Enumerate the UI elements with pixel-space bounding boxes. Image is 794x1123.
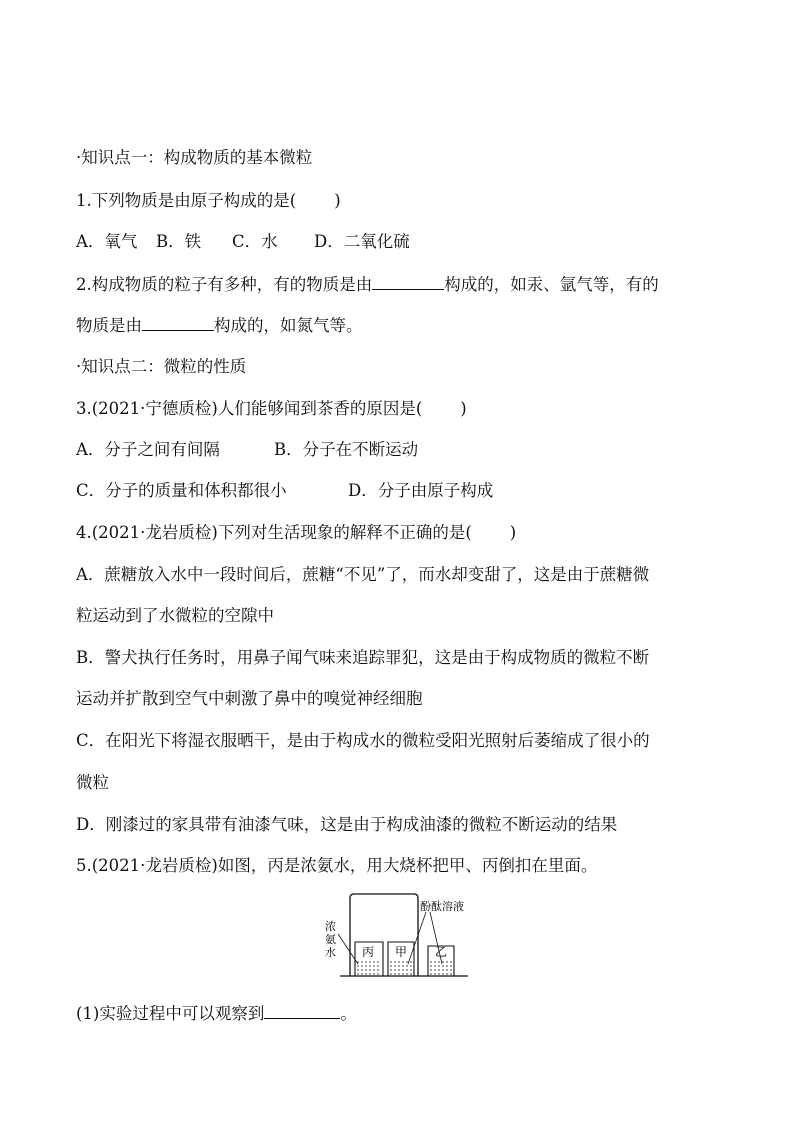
question-2-line-2	[76, 315, 363, 336]
question-2-text-1: 2.构成物质的粒子有多种，有的物质是由	[76, 275, 373, 294]
option-c: C．分子的质量和体积都很小	[76, 481, 287, 500]
question-2-text-3: 物质是由	[76, 316, 142, 335]
label-ammonia-1: 浓	[325, 920, 336, 933]
question-1-close: )	[334, 191, 341, 210]
answer-blank-2[interactable]	[142, 315, 214, 331]
question-4-option-a-2: 粒运动到了水微粒的空隙中	[76, 606, 274, 625]
option-a: A．分子之间有间隔	[76, 440, 220, 459]
question-3-options-2	[76, 481, 493, 501]
pointer-phenol-jia	[408, 912, 426, 964]
question-2-line-1	[76, 274, 659, 295]
question-4-stem: 4.(2021·龙岩质检)下列对生活现象的解释不正确的是(	[76, 523, 472, 542]
question-4-option-b-2: 运动并扩散到空气中刺激了鼻中的嗅觉神经细胞	[76, 689, 423, 708]
question-4-option-b-1: B．警犬执行任务时，用鼻子闻气味来追踪罪犯，这是由于构成物质的微粒不断	[76, 648, 650, 667]
label-bing: 丙	[362, 945, 375, 959]
label-jia: 甲	[395, 945, 408, 959]
question-1	[76, 191, 341, 211]
question-3-stem: 3.(2021·宁德质检)人们能够闻到茶香的原因是(	[76, 399, 423, 418]
question-3	[76, 399, 467, 419]
question-4	[76, 523, 516, 543]
question-4-option-c-1: C．在阳光下将湿衣服晒干，是由于构成水的微粒受阳光照射后萎缩成了很小的	[76, 731, 650, 750]
question-4-option-a-1: A．蔗糖放入水中一段时间后，蔗糖“不见”了，而水却变甜了，这是由于蔗糖微	[76, 565, 650, 584]
question-3-options-1	[76, 440, 418, 460]
question-4-option-d: D．刚漆过的家具带有油漆气味，这是由于构成油漆的微粒不断运动的结果	[76, 815, 618, 834]
label-yi: 乙	[435, 945, 448, 959]
answer-blank-3[interactable]	[264, 1003, 340, 1019]
option-b: B．铁	[156, 232, 202, 251]
label-ammonia-3: 水	[325, 946, 336, 959]
option-d: D．二氧化硫	[314, 232, 410, 251]
question-4-option-c-2: 微粒	[76, 773, 109, 792]
question-1-options	[76, 232, 410, 252]
section-title-2: ·知识点二：微粒的性质	[76, 357, 247, 376]
label-phenolphthalein: 酚酞溶液	[420, 900, 464, 913]
question-5-sub-1	[76, 1003, 357, 1024]
answer-blank-1[interactable]	[372, 274, 444, 290]
question-5: 5.(2021·龙岩质检)如图，丙是浓氨水，用大烧杯把甲、丙倒扣在里面。	[76, 856, 598, 875]
question-1-stem: 1.下列物质是由原子构成的是(	[76, 191, 297, 210]
option-d: D．分子由原子构成	[348, 481, 494, 500]
question-2-text-2: 构成的，如汞、氩气等，有的	[444, 275, 659, 294]
question-3-close: )	[460, 399, 467, 418]
question-2-text-4: 构成的，如氮气等。	[214, 316, 363, 335]
option-c: C．水	[232, 232, 278, 251]
section-title-1: ·知识点一：构成物质的基本微粒	[76, 148, 313, 167]
question-4-close: )	[509, 523, 517, 542]
question-5-sub-1-end: 。	[340, 1004, 357, 1023]
option-b: B．分子在不断运动	[274, 440, 419, 459]
experiment-figure	[322, 890, 472, 982]
label-ammonia-2: 氨	[325, 933, 336, 946]
question-5-sub-1-text: (1)实验过程中可以观察到	[76, 1004, 265, 1023]
option-a: A．氧气	[76, 232, 138, 251]
